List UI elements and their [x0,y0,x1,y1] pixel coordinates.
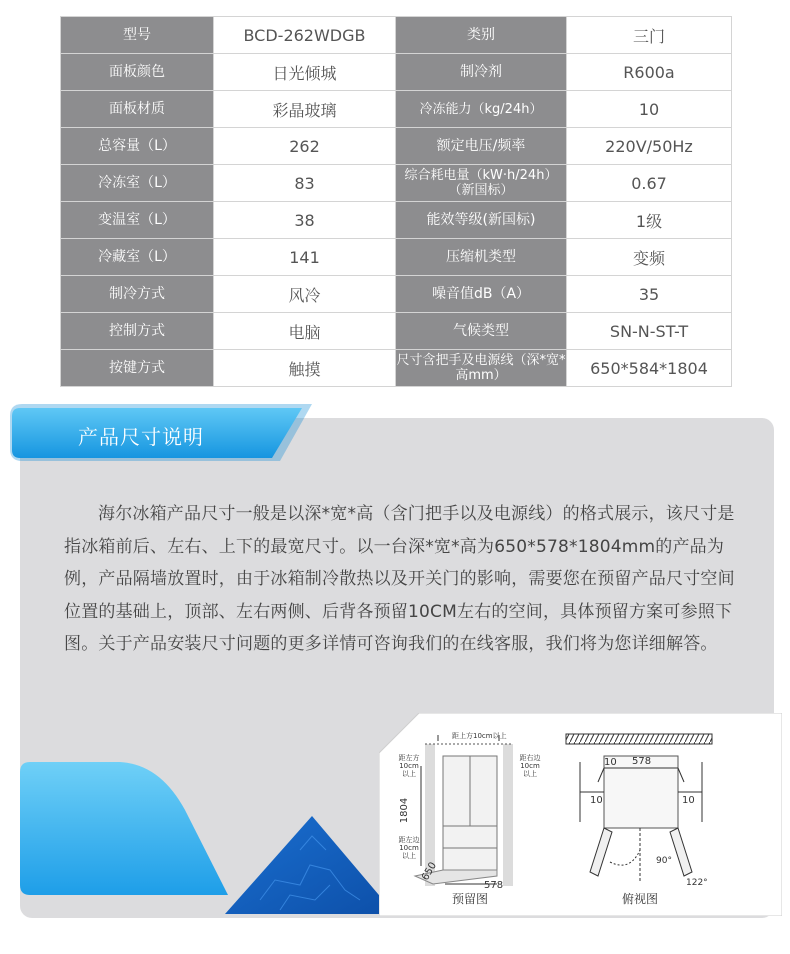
spec-label: 冷冻室（L） [61,165,214,202]
front-depth-label: 650 [420,860,440,883]
front-left-note: 距左方10cm以上 [398,754,420,778]
spec-label: 控制方式 [61,313,214,350]
spec-label: 类别 [396,17,567,54]
spec-label: 总容量（L） [61,128,214,165]
spec-value: 风冷 [214,276,396,313]
decorative-blue-shapes [0,740,395,954]
spec-row [61,202,732,239]
spec-value: 10 [567,91,732,128]
spec-label: 制冷方式 [61,276,214,313]
spec-row [61,17,732,54]
spec-label: 按键方式 [61,350,214,387]
spec-value: 电脑 [214,313,396,350]
size-description: 海尔冰箱产品尺寸一般是以深*宽*高（含门把手以及电源线）的格式展示，该尺寸是指冰箱前后、左右、上下的最宽尺寸。以一台深*宽*高为650*578*1804mm的产品为例，产品隔墙放置时，由于冰箱制冷散热以及开关门的影响，需要您在预留产品尺寸空间位置的基础上，顶部、左右两侧、后背各预留10CM左右的空间，具体预留方案可参照下图。关于产品安装尺寸问题的更多详情可咨询我们的在线客服，我们将为您详细解答。 [64,504,735,654]
front-width-label: 578 [484,880,504,891]
spec-row [61,276,732,313]
spec-label: 型号 [61,17,214,54]
angle-90-label: 90° [656,856,672,866]
spec-value: 220V/50Hz [567,128,732,165]
spec-row [61,165,732,202]
top-left-gap-label: 10 [590,795,603,806]
spec-label: 面板材质 [61,91,214,128]
spec-value: 三门 [567,17,732,54]
top-right-gap-label: 10 [682,795,695,806]
spec-label: 气候类型 [396,313,567,350]
spec-row [61,313,732,350]
spec-row [61,54,732,91]
front-right-note: 距右边10cm以上 [519,754,541,778]
spec-label: 冷冻能力（kg/24h） [396,91,567,128]
spec-value: 262 [214,128,396,165]
spec-value: 触摸 [214,350,396,387]
spec-label: 噪音值dB（A） [396,276,567,313]
top-caption: 俯视图 [622,892,659,906]
spec-label: 冷藏室（L） [61,239,214,276]
front-view-diagram [395,726,555,904]
spec-label: 面板颜色 [61,54,214,91]
spec-value: R600a [567,54,732,91]
spec-value: 141 [214,239,396,276]
spec-label: 额定电压/频率 [396,128,567,165]
spec-value: 1级 [567,202,732,239]
spec-row [61,350,732,387]
top-gap-label: 10 [604,757,617,768]
front-height-label: 1804 [399,797,411,824]
spec-label: 压缩机类型 [396,239,567,276]
spec-label: 综合耗电量（kW·h/24h）（新国标） [396,165,567,202]
spec-label: 能效等级(新国标) [396,202,567,239]
spec-table-body [61,17,732,387]
spec-value: 650*584*1804 [567,350,732,387]
spec-value: SN-N-ST-T [567,313,732,350]
spec-value: 0.67 [567,165,732,202]
front-caption: 预留图 [452,892,489,906]
spec-row [61,128,732,165]
spec-label: 制冷剂 [396,54,567,91]
section-title: 产品尺寸说明 [78,425,204,449]
spec-row [61,239,732,276]
front-left-note-2: 距左边10cm以上 [398,836,420,860]
spec-value: 彩晶玻璃 [214,91,396,128]
front-top-note: 距上方10cm以上 [452,732,507,740]
spec-value: BCD-262WDGB [214,17,396,54]
spec-label: 变温室（L） [61,202,214,239]
spec-value: 35 [567,276,732,313]
spec-table [60,16,732,387]
spec-value: 38 [214,202,396,239]
spec-value: 83 [214,165,396,202]
top-width-label: 578 [632,756,652,767]
spec-value: 日光倾城 [214,54,396,91]
angle-122-label: 122° [686,878,708,888]
spec-label: 尺寸含把手及电源线（深*宽*高mm） [396,350,567,387]
spec-row [61,91,732,128]
spec-value: 变频 [567,239,732,276]
